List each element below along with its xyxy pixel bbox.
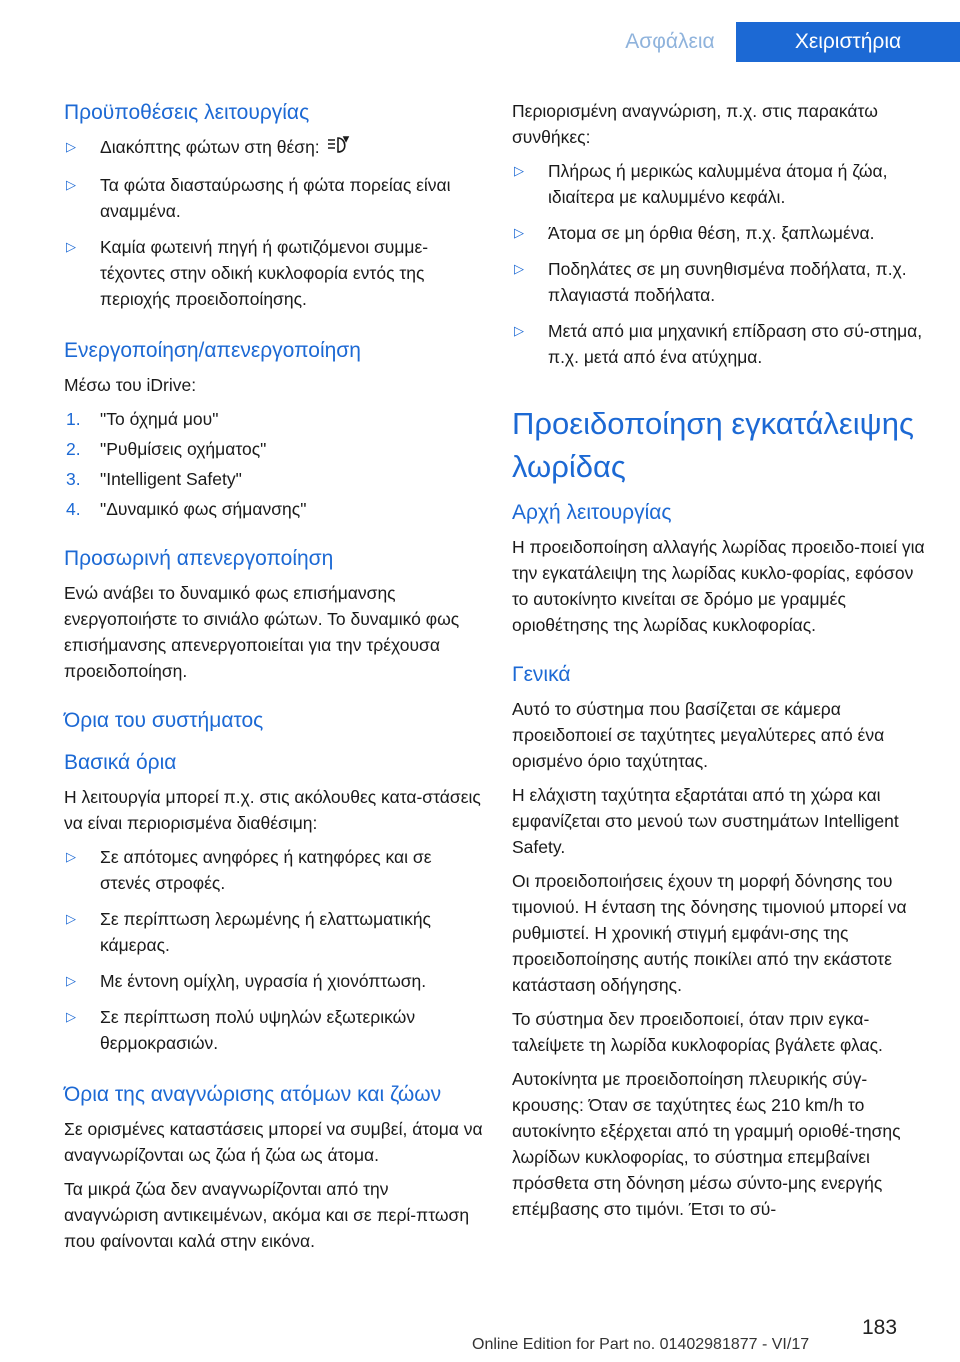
step-number: 2. [66,438,81,459]
list-item: 2. "Ρυθμίσεις οχήματος" [64,436,484,462]
general-text-2: Η ελάχιστη ταχύτητα εξαρτάται από τη χώρα και εμφανίζεται στο μενού των συστημάτων Intelligent Safety. [512,785,899,857]
step-number: 4. [66,498,81,519]
limited-list [512,158,932,370]
recognition-limits-heading: Όρια της αναγνώρισης ατόμων και ζώων [64,1082,442,1106]
tab-safety[interactable]: Ασφάλεια [625,30,715,53]
principle-text: Η προειδοποίηση αλλαγής λωρίδας προειδο-ποιεί για την εγκατάλειψη της λωρίδας κυκλο-φορίας, εφόσον το αυτοκίνητο κινείται σε δρόμο με γραμμές οριοθέτησης της λωρίδας κυκλοφορίας. [512,537,925,635]
basic-limits-heading: Βασικά όρια [64,750,177,774]
header-bar [0,0,960,62]
limited-intro: Περιορισμένη αναγνώριση, π.χ. στις παρακάτω συνθήκες: [512,101,878,147]
triangle-right-icon: ▷ [514,323,524,338]
basic-limits-list [64,844,484,1056]
step-number: 3. [66,468,81,489]
list-item: ▷ Σε περίπτωση λερωμένης ή ελαττωματικής κάμερας. [64,906,484,958]
triangle-right-icon: ▷ [514,163,524,178]
list-item: ▷ Με έντονη ομίχλη, υγρασία ή χιονόπτωση. [64,968,484,994]
list-item: ▷ Διακόπτης φώτων στη θέση: [64,134,484,162]
step-number: 1. [66,408,81,429]
triangle-right-icon: ▷ [66,910,76,926]
general-text-5: Αυτοκίνητα με προειδοποίηση πλευρικής σύγ-κρουσης: Όταν σε ταχύτητες έως 210 km/h το αυτοκίνητο εξέρχεται από τη γραμμή οριοθέ-τησης λωρίδων κυκλοφορίας, το σύστημα επεμβαίνει πρόσθετα στη δόνηση μέσω σύντο-μης ενεργής επέμβασης στο τιμόνι. Έτσι το σύ- [512,1069,901,1219]
list-item: ▷ Πλήρως ή μερικώς καλυμμένα άτομα ή ζώα, ιδιαίτερα με καλυμμένο κεφάλι. [512,158,932,210]
triangle-right-icon: ▷ [66,1008,76,1024]
recognition-text-1: Σε ορισμένες καταστάσεις μπορεί να συμβεί, άτομα να αναγνωρίζονται ως ζώα ή ζώα ως άτομα. [64,1118,483,1165]
general-text-1: Αυτό το σύστημα που βασίζεται σε κάμερα προειδοποιεί σε ταχύτητες μεγαλύτερες από ένα ορισμένο όριο ταχύτητας. [512,699,885,771]
lane-warning-title: Προειδοποίηση εγκατάλειψης λωρίδας [512,406,914,484]
list-item: ▷ Τα φώτα διασταύρωσης ή φώτα πορείας είναι αναμμένα. [64,172,484,224]
edition-note: Online Edition for Part no. 01402981877 - VI/17 [472,1336,810,1353]
triangle-right-icon: ▷ [514,261,524,276]
general-text-3: Οι προειδοποιήσεις έχουν τη μορφή δόνησης του τιμονιού. Η ένταση της δόνησης τιμονιού μπορεί να ρυθμιστεί. Η χρονική στιγμή εμφάνι-σης της προειδοποίησης αυτής ποικίλει από την εκάστοτε κατάσταση οδήγησης. [512,871,907,995]
triangle-right-icon: ▷ [66,176,76,192]
principle-heading: Αρχή λειτουργίας [512,501,672,524]
triangle-right-icon: ▷ [514,225,524,240]
list-item: ▷ Σε απότομες ανηφόρες ή κατηφόρες και σε στενές στροφές. [64,844,484,896]
conditions-heading: Προϋποθέσεις λειτουργίας [64,101,310,124]
list-item: ▷ Ποδηλάτες σε μη συνηθισμένα ποδήλατα, π.χ. πλαγιαστά ποδήλατα. [512,256,932,308]
conditions-list [64,134,484,312]
list-item: ▷ Άτομα σε μη όρθια θέση, π.χ. ξαπλωμένα. [512,220,932,246]
temp-off-heading: Προσωρινή απενεργοποίηση [64,546,334,570]
tab-controls[interactable]: Χειριστήρια [736,22,960,62]
list-item: 4. "Δυναμικό φως σήμανσης" [64,496,484,522]
triangle-right-icon: ▷ [66,139,76,154]
system-limits-heading: Όρια του συστήματος [64,708,264,732]
right-column [512,98,932,1230]
triangle-right-icon: ▷ [66,238,76,254]
general-text-4: Το σύστημα δεν προειδοποιεί, όταν πριν εγκα-ταλείψετε τη λωρίδα κυκλοφορίας βγάλετε φλας. [512,1009,883,1055]
basic-limits-text: Η λειτουργία μπορεί π.χ. στις ακόλουθες κατα-στάσεις να είναι περιορισμένα διαθέσιμη: [64,786,481,833]
list-item: 3. "Intelligent Safety" [64,466,484,492]
headlight-auto-icon [326,135,352,162]
temp-off-text: Ενώ ανάβει το δυναμικό φως επισήμανσης ενεργοποιήστε το σινιάλο φώτων. Το δυναμικό φως επισήμανσης απενεργοποιείται για την τρέχουσα προειδοποίηση. [64,582,460,681]
left-column [64,98,484,1262]
triangle-right-icon: ▷ [66,972,76,988]
list-item: ▷ Σε περίπτωση πολύ υψηλών εξωτερικών θερμοκρασιών. [64,1004,484,1056]
triangle-right-icon: ▷ [66,848,76,864]
general-heading: Γενικά [512,663,571,686]
recognition-text-2: Τα μικρά ζώα δεν αναγνωρίζονται από την αναγνώριση αντικειμένων, ακόμα και σε περί-πτωση που φαίνονται καλά στην εικόνα. [64,1178,470,1251]
list-item: ▷ Μετά από μια μηχανική επίδραση στο σύ-στημα, π.χ. μετά από ένα ατύχημα. [512,318,932,370]
list-item: 1. "Το όχημά μου" [64,406,484,432]
page-number: 183 [862,1316,898,1339]
steps-list [64,406,484,522]
list-item: ▷ Καμία φωτεινή πηγή ή φωτιζόμενοι συμμε-τέχοντες στην οδική κυκλοφορία εντός της περιοχής προειδοποίησης. [64,234,484,312]
onoff-heading: Ενεργοποίηση/απενεργοποίηση [64,338,361,362]
onoff-intro: Μέσω του iDrive: [64,374,197,395]
